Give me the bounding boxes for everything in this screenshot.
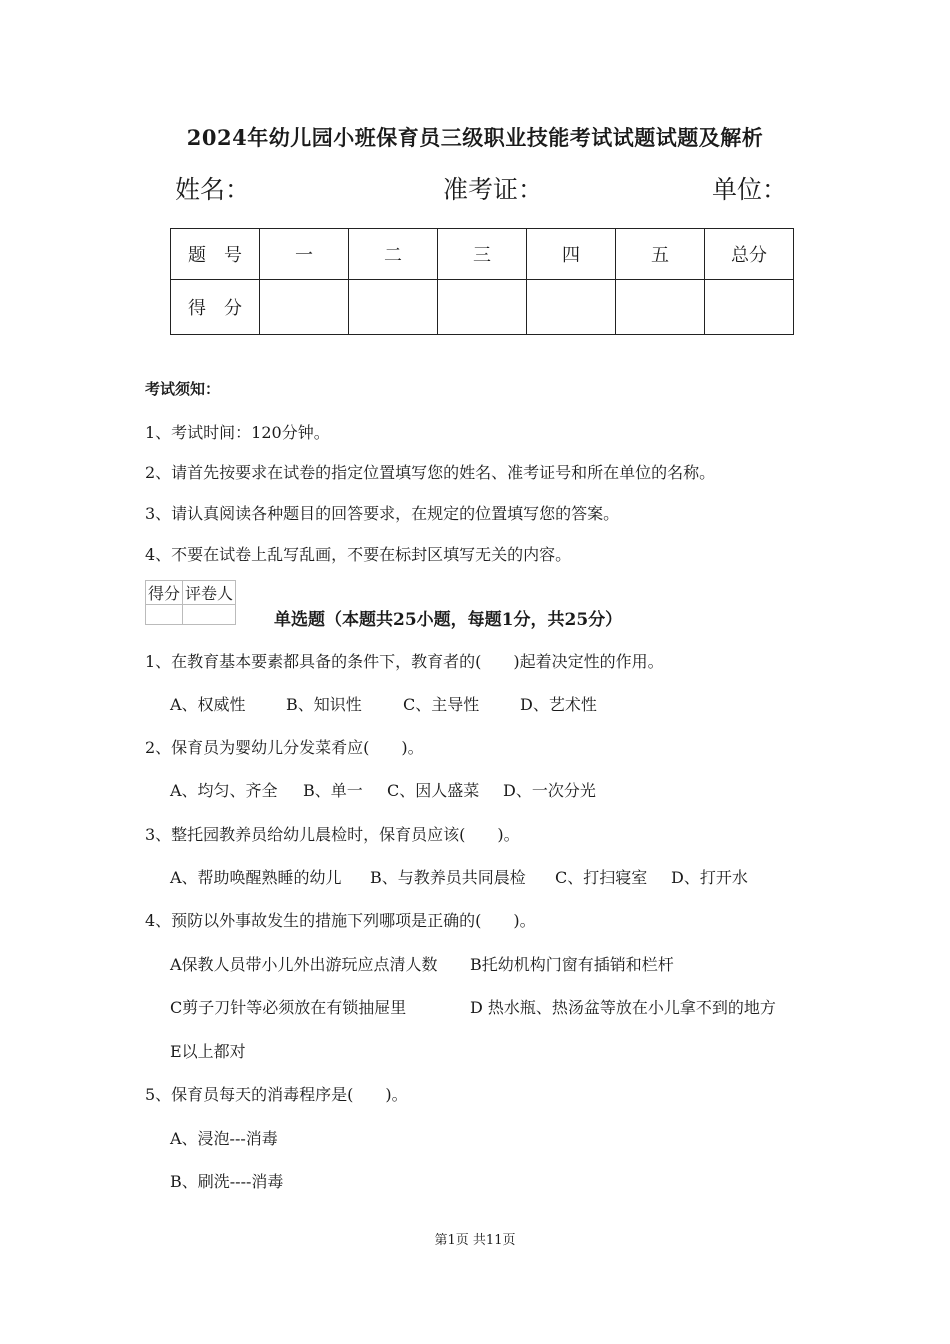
q3-option-b: B、与教养员共同晨检 xyxy=(370,868,526,887)
q1-option-d: D、艺术性 xyxy=(520,695,597,714)
q3-option-a: A、帮助唤醒熟睡的幼儿 xyxy=(170,868,342,887)
score-table-header: 五 xyxy=(616,229,705,280)
score-table-score-row xyxy=(171,280,794,335)
section-title: 单选题（本题共25小题，每题1分，共25分） xyxy=(274,610,623,630)
score-table-header: 题 号 xyxy=(171,229,260,280)
q4-option-b: B托幼机构门窗有插销和栏杆 xyxy=(470,955,674,974)
q4-option-e: E以上都对 xyxy=(170,1042,246,1061)
score-table-header: 四 xyxy=(527,229,616,280)
q2-option-b: B、单一 xyxy=(303,781,363,800)
question-2: 2、保育员为婴幼儿分发菜肴应( )。 xyxy=(145,738,424,757)
notice-item: 1、考试时间：120分钟。 xyxy=(145,423,330,442)
score-row-label: 得 分 xyxy=(171,280,260,335)
grader-score-label: 得分 xyxy=(146,581,183,605)
q4-option-a: A保教人员带小儿外出游玩应点清人数 xyxy=(170,955,438,974)
score-table-header-row xyxy=(171,229,794,280)
q2-option-d: D、一次分光 xyxy=(503,781,596,800)
page-footer: 第1页 共11页 xyxy=(434,1233,516,1248)
unit-field-label: 单位： xyxy=(712,175,788,204)
score-cell[interactable] xyxy=(705,280,794,335)
exam-id-field-label: 准考证： xyxy=(443,175,544,204)
question-4: 4、预防以外事故发生的措施下列哪项是正确的( )。 xyxy=(145,911,536,930)
question-5: 5、保育员每天的消毒程序是( )。 xyxy=(145,1085,408,1104)
q4-option-c: C剪子刀针等必须放在有锁抽屉里 xyxy=(170,998,407,1017)
q1-option-b: B、知识性 xyxy=(286,695,362,714)
score-table-header: 三 xyxy=(438,229,527,280)
q2-option-c: C、因人盛菜 xyxy=(387,781,480,800)
notice-item: 3、请认真阅读各种题目的回答要求，在规定的位置填写您的答案。 xyxy=(145,504,620,523)
notice-item: 2、请首先按要求在试卷的指定位置填写您的姓名、准考证号和所在单位的名称。 xyxy=(145,463,716,482)
score-table xyxy=(170,228,794,335)
q5-option-a: A、浸泡---消毒 xyxy=(170,1129,278,1148)
score-table-header: 二 xyxy=(349,229,438,280)
q1-option-c: C、主导性 xyxy=(403,695,480,714)
score-cell[interactable] xyxy=(349,280,438,335)
q5-option-b: B、刷洗----消毒 xyxy=(170,1172,284,1191)
score-table-header: 总分 xyxy=(705,229,794,280)
q4-option-d: D 热水瓶、热汤盆等放在小儿拿不到的地方 xyxy=(470,998,776,1017)
question-1: 1、在教育基本要素都具备的条件下，教育者的( )起着决定性的作用。 xyxy=(145,652,664,671)
grader-name-label: 评卷人 xyxy=(183,581,236,605)
name-field-label: 姓名： xyxy=(175,175,251,204)
q1-option-a: A、权威性 xyxy=(170,695,246,714)
score-cell[interactable] xyxy=(260,280,349,335)
q3-option-d: D、打开水 xyxy=(671,868,748,887)
question-3: 3、整托园教养员给幼儿晨检时，保育员应该( )。 xyxy=(145,825,520,844)
q3-option-c: C、打扫寝室 xyxy=(555,868,648,887)
grader-score-cell[interactable] xyxy=(146,605,183,625)
score-table-header: 一 xyxy=(260,229,349,280)
score-cell[interactable] xyxy=(616,280,705,335)
score-cell[interactable] xyxy=(527,280,616,335)
grader-box xyxy=(145,580,236,625)
grader-name-cell[interactable] xyxy=(183,605,236,625)
page-title: 2024年幼儿园小班保育员三级职业技能考试试题试题及解析 xyxy=(186,125,764,150)
notice-title: 考试须知： xyxy=(145,380,221,398)
score-cell[interactable] xyxy=(438,280,527,335)
notice-item: 4、不要在试卷上乱写乱画，不要在标封区填写无关的内容。 xyxy=(145,545,572,564)
q2-option-a: A、均匀、齐全 xyxy=(170,781,278,800)
